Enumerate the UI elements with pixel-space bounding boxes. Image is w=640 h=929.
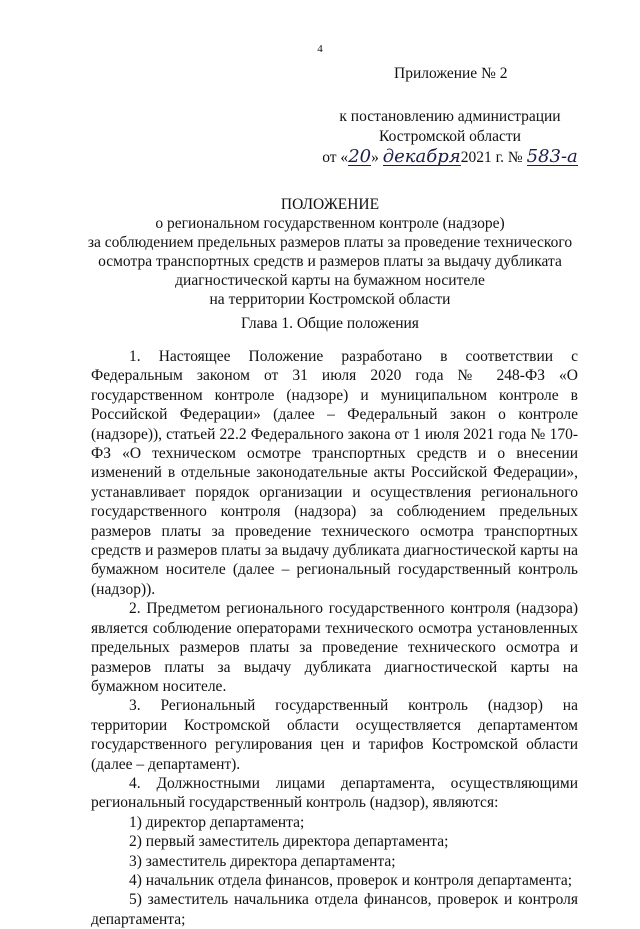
appendix-label: Приложение № 2 [394, 65, 508, 82]
resolution-reference [300, 107, 600, 168]
document-title [80, 195, 580, 309]
title-heading: ПОЛОЖЕНИЕ [280, 196, 380, 213]
title-line: о региональном государственном контроле (надзоре) [155, 215, 505, 232]
paragraph: 4. Должностными лицами департамента, осуществляющими региональный государственный контроль (надзор), являются: [91, 774, 578, 812]
list-item: 3) заместитель директора департамента; [129, 852, 396, 870]
list-item: 2) первый заместитель директора департамента; [129, 833, 449, 851]
paragraph: 1. Настоящее Положение разработано в соответствии с Федеральным законом от 31 июля 2020 года № 248-ФЗ «О государственном контроле (надзоре) и муниципальном контроле в Российской Федерации» (далее – Федеральный закон о контроле (надзоре)), статьей 22.2 Федерального закона от 1 июля 2021 года № 170-ФЗ «О техническом осмотре транспортных средств и о внесении изменений в отдельные законодательные акты Российской Федерации», устанавливает порядок организации и осуществления регионального государственного контроля (надзора) за соблюдением предельных размеров платы за проведение технического осмотра транспортных средств и размеров платы за выдачу дубликата диагностической карты на бумажном носителе (далее – региональный государственный контроль (надзор)). [91, 348, 578, 598]
date-prefix: от « [322, 149, 349, 166]
handwritten-number: 583-а [526, 146, 578, 167]
document-body [91, 347, 578, 929]
resolution-date-line [300, 147, 600, 168]
list-item: 4) начальник отдела финансов, проверок и контроля департамента; [129, 871, 573, 889]
title-line: на территории Костромской области [209, 291, 451, 308]
chapter-heading: Глава 1. Общие положения [241, 315, 419, 332]
date-mid: » [371, 149, 383, 166]
page-number: 4 [317, 43, 323, 55]
resolution-line-1: к постановлению администрации [339, 108, 561, 125]
list-item: 5) заместитель начальника отдела финансов, проверок и контроля департамента; [91, 891, 578, 928]
paragraph: 3. Региональный государственный контроль (надзор) на территории Костромской области осуществляется департаментом государственного регулирования цен и тарифов Костромской области (далее – департамент). [91, 697, 578, 773]
title-line: осмотра транспортных средств и размеров платы за выдачу дубликата [98, 253, 562, 270]
handwritten-month: декабря [382, 146, 461, 167]
handwritten-day: 20 [348, 146, 372, 167]
title-line: диагностической карты на бумажном носителе [175, 272, 485, 289]
resolution-line-2: Костромской области [379, 128, 521, 145]
title-line: за соблюдением предельных размеров платы за проведение технического [87, 234, 573, 251]
date-year: 2021 г. № [460, 149, 527, 166]
paragraph: 2. Предметом регионального государственного контроля (надзора) является соблюдение операторами технического осмотра установленных предельных размеров платы за проведение технического осмотра и размеров платы за выдачу дубликата диагностической карты на бумажном носителе. [91, 600, 578, 695]
list-item: 1) директор департамента; [129, 813, 305, 831]
